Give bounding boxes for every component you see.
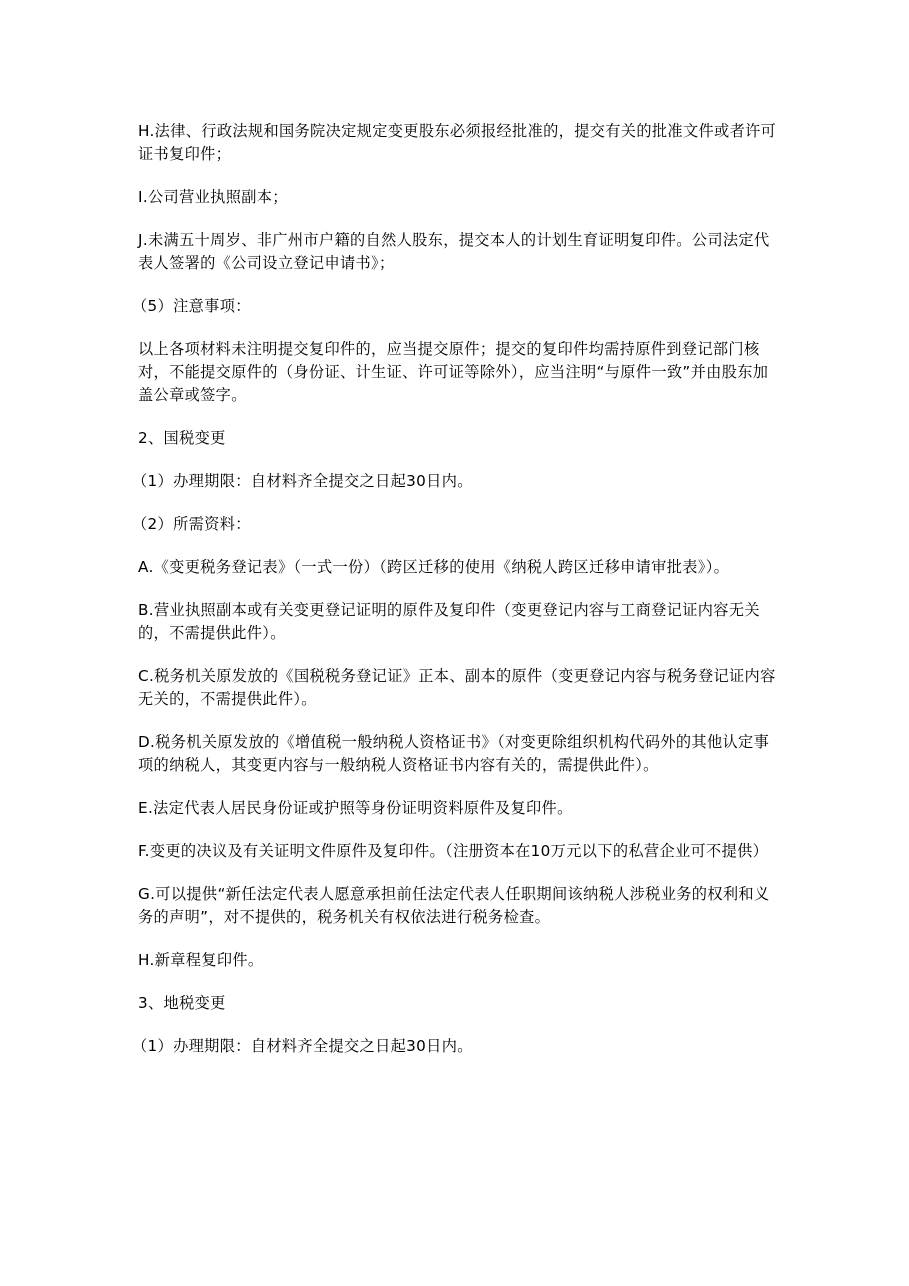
paragraph-i-business-license: I.公司营业执照副本； [138, 188, 288, 206]
paragraph-a-tax-registration-form: A.《变更税务登记表》（一式一份）（跨区迁移的使用《纳税人跨区迁移申请审批表》）。 [138, 558, 730, 576]
document-page [132, 120, 778, 1078]
paragraph-g-legal-rep-statement: G.可以提供“新任法定代表人愿意承担前任法定代表人任职期间该纳税人涉税业务的权利和义务的声明”，对不提供的，税务机关有权依法进行税务检查。 [138, 885, 770, 926]
paragraph-h-new-articles: H.新章程复印件。 [138, 951, 264, 969]
paragraph-c-tax-registration-certificate: C.税务机关原发放的《国税税务登记证》正本、副本的原件（变更登记内容与税务登记证内容无关的，不需提供此件）。 [138, 667, 776, 708]
section-heading-national-tax: 2、国税变更 [138, 429, 226, 447]
paragraph-national-tax-materials-heading: （2）所需资料： [132, 515, 251, 533]
paragraph-local-tax-deadline: （1）办理期限：自材料齐全提交之日起30日内。 [132, 1037, 473, 1055]
paragraph-notes-heading: （5）注意事项： [132, 297, 251, 315]
paragraph-national-tax-deadline: （1）办理期限：自材料齐全提交之日起30日内。 [132, 472, 473, 490]
paragraph-b-business-license-copy: B.营业执照副本或有关变更登记证明的原件及复印件（变更登记内容与工商登记证内容无关的，不需提供此件）。 [138, 601, 760, 642]
paragraph-d-vat-taxpayer-certificate: D.税务机关原发放的《增值税一般纳税人资格证书》（对变更除组织机构代码外的其他认定事项的纳税人，其变更内容与一般纳税人资格证书内容有关的，需提供此件）。 [138, 733, 770, 774]
paragraph-notes-body: 以上各项材料未注明提交复印件的，应当提交原件；提交的复印件均需持原件到登记部门核对，不能提交原件的（身份证、计生证、许可证等除外），应当注明“与原件一致”并由股东加盖公章或签字。 [138, 340, 769, 404]
paragraph-e-legal-rep-id: E.法定代表人居民身份证或护照等身份证明资料原件及复印件。 [138, 799, 573, 817]
paragraph-j-family-planning-certificate: J.未满五十周岁、非广州市户籍的自然人股东，提交本人的计划生育证明复印件。公司法定代表人签署的《公司设立登记申请书》； [138, 231, 770, 272]
paragraph-h-approval-documents: H.法律、行政法规和国务院决定规定变更股东必须报经批准的，提交有关的批准文件或者许可证书复印件； [138, 122, 777, 163]
paragraph-f-resolution-documents: F.变更的决议及有关证明文件原件及复印件。（注册资本在10万元以下的私营企业可不提供） [138, 842, 769, 860]
section-heading-local-tax: 3、地税变更 [138, 994, 226, 1012]
